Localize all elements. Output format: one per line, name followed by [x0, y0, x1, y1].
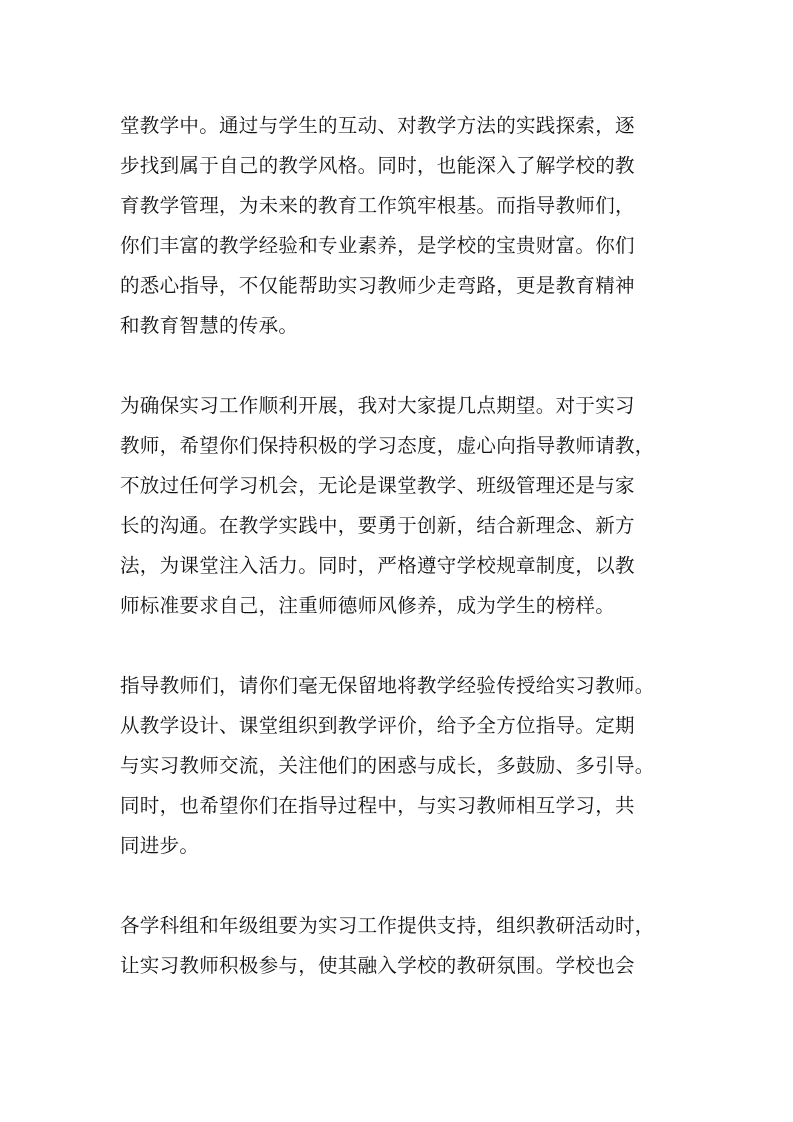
text-line: 育教学管理，为未来的教育工作筑牢根基。而指导教师们， [120, 194, 635, 217]
text-line: 各学科组和年级组要为实习工作提供支持，组织教研活动时， [120, 914, 655, 937]
text-line: 从教学设计、课堂组织到教学评价，给予全方位指导。定期 [120, 714, 635, 737]
text-line: 长的沟通。在教学实践中，要勇于创新，结合新理念、新方 [120, 514, 635, 537]
text-line: 步找到属于自己的教学风格。同时，也能深入了解学校的教 [120, 154, 635, 177]
document-body [120, 106, 700, 1026]
text-line: 法，为课堂注入活力。同时，严格遵守学校规章制度，以教 [120, 554, 635, 577]
text-line: 让实习教师积极参与，使其融入学校的教研氛围。学校也会 [120, 954, 635, 977]
text-line: 不放过任何学习机会，无论是课堂教学、班级管理还是与家 [120, 474, 635, 497]
paragraph-1 [120, 106, 700, 346]
text-line: 同时，也希望你们在指导过程中，与实习教师相互学习，共 [120, 794, 635, 817]
text-line: 为确保实习工作顺利开展，我对大家提几点期望。对于实习 [120, 394, 635, 417]
text-line: 你们丰富的教学经验和专业素养，是学校的宝贵财富。你们 [120, 234, 635, 257]
paragraph-3 [120, 666, 700, 866]
paragraph-4 [120, 906, 700, 986]
text-line: 的悉心指导，不仅能帮助实习教师少走弯路，更是教育精神 [120, 274, 635, 297]
text-line: 教师，希望你们保持积极的学习态度，虚心向指导教师请教， [120, 434, 655, 457]
text-line: 堂教学中。通过与学生的互动、对教学方法的实践探索，逐 [120, 114, 635, 137]
text-line: 同进步。 [120, 834, 200, 857]
text-line: 师标准要求自己，注重师德师风修养，成为学生的榜样。 [120, 594, 616, 617]
text-line: 指导教师们，请你们毫无保留地将教学经验传授给实习教师。 [120, 674, 655, 697]
text-line: 和教育智慧的传承。 [120, 314, 299, 337]
paragraph-2 [120, 386, 700, 626]
text-line: 与实习教师交流，关注他们的困惑与成长，多鼓励、多引导。 [120, 754, 655, 777]
